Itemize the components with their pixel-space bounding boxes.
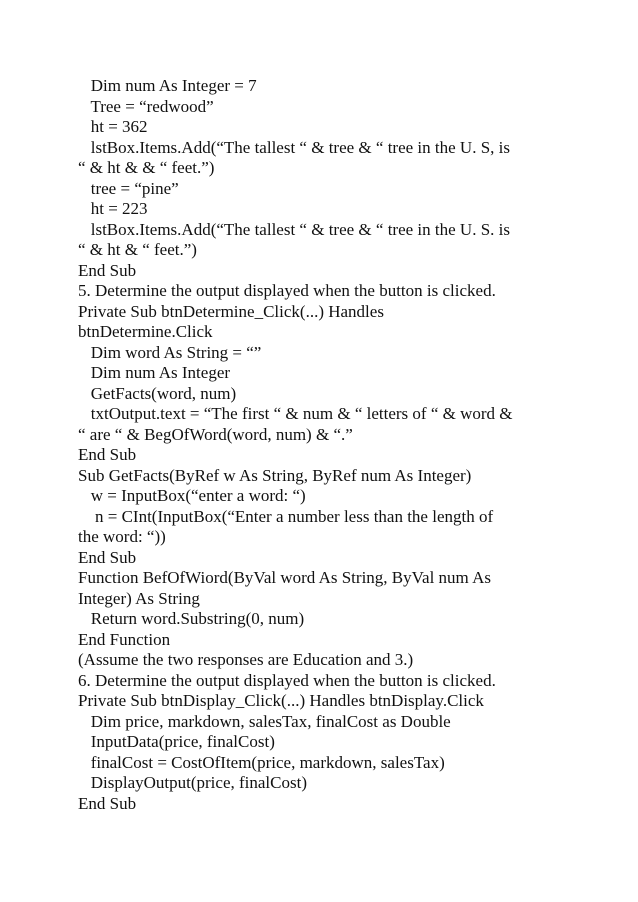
text-line: ht = 362 <box>78 117 148 136</box>
text-line: Sub GetFacts(ByRef w As String, ByRef num As Integer) <box>78 465 472 485</box>
text-line: End Sub <box>78 445 137 464</box>
text-line: Dim word As String = “” <box>78 342 262 362</box>
text-line: Private Sub btnDisplay_Click(...) Handles btnDisplay.Click <box>78 691 484 710</box>
text-line: n = CInt(InputBox(“Enter a number less than the length of <box>78 506 494 526</box>
text-line: txtOutput.text = “The first “ & num & “ letters of “ & word & <box>78 404 513 423</box>
text-line: Dim price, markdown, salesTax, finalCost as Double <box>78 711 451 731</box>
text-line: End Sub <box>78 793 137 813</box>
text-line: w = InputBox(“enter a word: “) <box>78 486 306 505</box>
text-line: Dim num As Integer = 7 <box>78 76 257 95</box>
text-line: GetFacts(word, num) <box>78 383 237 403</box>
text-line: End Sub <box>78 260 137 280</box>
text-line: lstBox.Items.Add(“The tallest “ & tree & “ tree in the U. S. is <box>78 219 510 239</box>
text-line: End Sub <box>78 547 137 567</box>
text-line: (Assume the two responses are Education and 3.) <box>78 650 414 669</box>
text-line: Private Sub btnDetermine_Click(...) Handles <box>78 301 384 321</box>
text-line: btnDetermine.Click <box>78 322 213 341</box>
text-line: Function BefOfWiord(ByVal word As String, ByVal num As <box>78 568 491 587</box>
code-text-block <box>78 76 578 814</box>
text-line: “ & ht & & “ feet.”) <box>78 158 215 177</box>
text-line: ht = 223 <box>78 199 148 218</box>
text-line: InputData(price, finalCost) <box>78 732 275 751</box>
text-line: Dim num As Integer <box>78 363 231 382</box>
text-line: DisplayOutput(price, finalCost) <box>78 773 307 792</box>
text-line: tree = “pine” <box>78 178 179 198</box>
text-line: “ & ht & “ feet.”) <box>78 240 197 259</box>
text-line: Tree = “redwood” <box>78 96 214 116</box>
text-line: 6. Determine the output displayed when the button is clicked. <box>78 670 496 690</box>
text-line: End Function <box>78 629 171 649</box>
text-line: finalCost = CostOfItem(price, markdown, salesTax) <box>78 752 445 772</box>
text-line: Integer) As String <box>78 588 200 608</box>
text-line: the word: “)) <box>78 527 166 546</box>
text-line: Return word.Substring(0, num) <box>78 609 305 628</box>
text-line: lstBox.Items.Add(“The tallest “ & tree & “ tree in the U. S, is <box>78 137 510 157</box>
text-line: 5. Determine the output displayed when the button is clicked. <box>78 281 496 300</box>
text-line: “ are “ & BegOfWord(word, num) & “.” <box>78 424 353 444</box>
